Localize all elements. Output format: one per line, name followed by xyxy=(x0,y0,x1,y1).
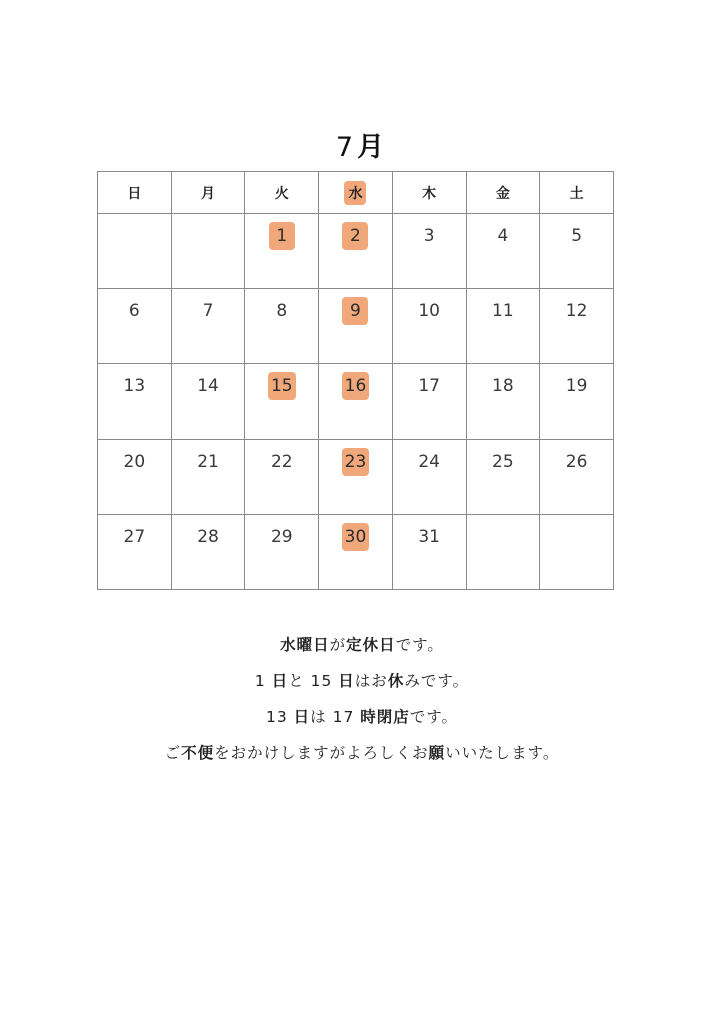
calendar-day-cell xyxy=(245,514,319,589)
day-number: 24 xyxy=(418,451,440,472)
calendar-week-row xyxy=(98,289,614,364)
calendar-day-cell xyxy=(466,289,540,364)
day-number-closed: 1 xyxy=(269,222,295,250)
calendar-day-cell xyxy=(466,439,540,514)
day-number: 21 xyxy=(197,451,219,472)
calendar-day-cell xyxy=(319,364,393,439)
notice-emphasis: 水曜日 xyxy=(280,636,330,654)
calendar-day-cell xyxy=(319,214,393,289)
calendar-day-cell xyxy=(245,439,319,514)
notice-line xyxy=(0,699,724,735)
notice-emphasis: 休 xyxy=(387,672,405,690)
weekday-header xyxy=(319,172,393,214)
calendar-day-cell xyxy=(319,514,393,589)
calendar-day-cell xyxy=(392,514,466,589)
weekday-header xyxy=(171,172,245,214)
notice-line xyxy=(0,663,724,699)
day-number: 11 xyxy=(492,301,514,322)
notice-segment: 1 xyxy=(254,672,272,690)
day-number: 3 xyxy=(423,226,435,246)
notice-emphasis: 願 xyxy=(428,744,446,762)
month-number: 7 xyxy=(335,132,358,163)
day-number-closed: 30 xyxy=(342,523,370,551)
calendar-day-cell xyxy=(98,439,172,514)
calendar-day-cell xyxy=(466,364,540,439)
calendar-day-cell xyxy=(98,514,172,589)
weekday-label: 土 xyxy=(569,185,584,202)
notice-emphasis: 不便 xyxy=(181,744,215,762)
calendar-day-cell xyxy=(171,364,245,439)
calendar-table xyxy=(97,171,614,590)
calendar-day-cell xyxy=(319,289,393,364)
calendar-day-cell xyxy=(98,364,172,439)
day-number: 29 xyxy=(270,526,293,547)
day-number: 4 xyxy=(497,226,509,246)
notice-segment: が xyxy=(329,636,347,654)
notice-line xyxy=(0,627,724,663)
notice-emphasis: 時閉店 xyxy=(360,708,410,726)
day-number: 14 xyxy=(197,376,219,397)
calendar-day-cell xyxy=(392,289,466,364)
notice-emphasis: 日 xyxy=(271,672,289,690)
notice-text xyxy=(0,627,724,771)
calendar-empty-cell xyxy=(171,214,245,289)
calendar-day-cell xyxy=(245,214,319,289)
weekday-label: 金 xyxy=(495,185,510,202)
weekday-header xyxy=(392,172,466,214)
notice-segment: いいたします。 xyxy=(445,744,560,762)
notice-segment: です。 xyxy=(409,708,459,726)
calendar-day-cell xyxy=(319,439,393,514)
day-number: 13 xyxy=(123,376,146,397)
notice-emphasis: 定休日 xyxy=(346,636,396,654)
day-number-closed: 9 xyxy=(342,297,368,325)
calendar-day-cell xyxy=(392,439,466,514)
notice-line xyxy=(0,735,724,771)
notice-segment: ご xyxy=(164,744,182,762)
calendar-week-row xyxy=(98,514,614,589)
day-number: 26 xyxy=(565,451,588,472)
calendar-day-cell xyxy=(245,289,319,364)
weekday-header xyxy=(466,172,540,214)
page-title xyxy=(0,128,724,168)
notice-segment: をおかけしますがよろしくお xyxy=(214,744,429,762)
calendar-day-cell xyxy=(98,289,172,364)
calendar-day-cell xyxy=(540,364,614,439)
month-unit: 月 xyxy=(357,132,389,163)
calendar-day-cell xyxy=(392,364,466,439)
day-number: 22 xyxy=(270,451,293,472)
day-number-closed: 2 xyxy=(342,222,368,250)
notice-emphasis: 日 xyxy=(293,708,311,726)
day-number: 6 xyxy=(128,301,140,322)
calendar-day-cell xyxy=(245,364,319,439)
day-number: 25 xyxy=(492,451,514,472)
day-number: 8 xyxy=(276,301,288,322)
calendar-day-cell xyxy=(540,214,614,289)
notice-segment: 13 xyxy=(265,708,294,726)
calendar-body xyxy=(98,214,614,590)
day-number-closed: 15 xyxy=(268,372,296,400)
calendar-day-cell xyxy=(540,289,614,364)
weekday-label: 火 xyxy=(274,185,289,202)
weekday-label: 日 xyxy=(127,185,142,202)
day-number: 28 xyxy=(197,526,219,547)
day-number: 12 xyxy=(565,301,588,322)
calendar-week-row xyxy=(98,364,614,439)
calendar-week-row xyxy=(98,214,614,289)
weekday-header xyxy=(540,172,614,214)
weekday-header xyxy=(245,172,319,214)
notice-emphasis: 日 xyxy=(338,672,355,690)
calendar-empty-cell xyxy=(466,514,540,589)
day-number: 19 xyxy=(565,376,588,397)
day-number-closed: 16 xyxy=(342,372,370,400)
day-number: 5 xyxy=(571,226,583,246)
calendar-week-row xyxy=(98,439,614,514)
day-number: 7 xyxy=(202,301,214,322)
notice-segment: です。 xyxy=(395,636,444,654)
calendar-day-cell xyxy=(466,214,540,289)
day-number-closed: 23 xyxy=(342,448,370,476)
day-number: 17 xyxy=(418,376,440,397)
calendar-day-cell xyxy=(392,214,466,289)
weekday-header-row xyxy=(98,172,614,214)
calendar-day-cell xyxy=(171,439,245,514)
weekday-label: 月 xyxy=(201,185,216,202)
day-number: 20 xyxy=(123,451,146,472)
notice-segment: と 15 xyxy=(288,672,339,690)
weekday-header xyxy=(98,172,172,214)
notice-segment: みです。 xyxy=(404,672,470,690)
calendar-day-cell xyxy=(540,439,614,514)
calendar-day-cell xyxy=(171,514,245,589)
day-number: 18 xyxy=(492,376,514,397)
day-number: 31 xyxy=(418,526,440,547)
calendar-empty-cell xyxy=(98,214,172,289)
calendar-empty-cell xyxy=(540,514,614,589)
weekday-label: 木 xyxy=(422,185,437,202)
day-number: 10 xyxy=(418,301,440,322)
notice-segment: はお xyxy=(354,672,388,690)
calendar-day-cell xyxy=(171,289,245,364)
weekday-label-closed: 水 xyxy=(344,181,366,205)
notice-segment: は 17 xyxy=(310,708,361,726)
day-number: 27 xyxy=(123,526,146,547)
